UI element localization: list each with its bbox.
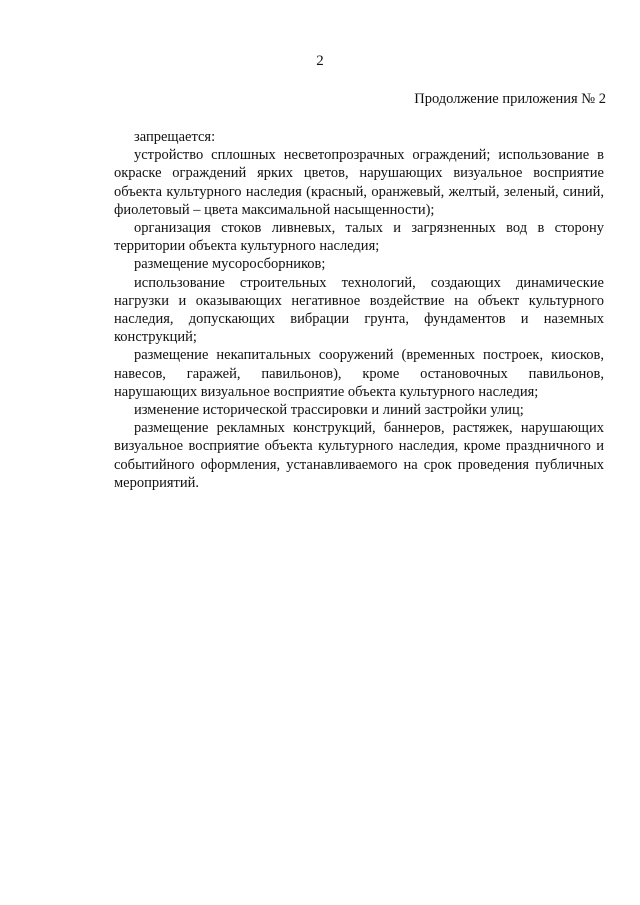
- body-text: [114, 128, 604, 492]
- page-number: 2: [316, 53, 324, 69]
- appendix-label: Продолжение приложения № 2: [414, 91, 606, 107]
- paragraph-prohibited-heading: запрещается:: [134, 129, 216, 145]
- paragraph-construction-technologies: использование строительных технологий, создающих динамические нагрузки и оказывающих негативное воздействие на объект культурного наследия, допускающих вибрации грунта, фундаментов и наземных конструкций;: [114, 274, 604, 346]
- paragraph-advertising: размещение рекламных конструкций, баннеров, растяжек, нарушающих визуальное восприятие объекта культурного наследия, кроме праздничного и событийного оформления, устанавливаемого на срок проведения публичных мероприятий.: [114, 420, 604, 491]
- paragraph-temporary-structures: размещение некапитальных сооружений (временных построек, киосков, навесов, гаражей, павильонов), кроме остановочных павильонов, нарушающих визуальное восприятие объекта культурного наследия;: [114, 347, 604, 400]
- paragraph-historical-layout: изменение исторической трассировки и линий застройки улиц;: [134, 402, 524, 419]
- paragraph-fences: устройство сплошных несветопрозрачных ограждений; использование в окраске ограждений ярких цветов, нарушающих визуальное восприятие объекта культурного наследия (красный, оранжевый, желтый, зеленый, синий, фиолетовый – цвета максимальной насыщенности);: [114, 147, 604, 218]
- paragraph-garbage-collectors: размещение мусоросборников;: [134, 256, 326, 273]
- paragraph-drainage: организация стоков ливневых, талых и загрязненных вод в сторону территории объекта культурного наследия;: [114, 220, 604, 255]
